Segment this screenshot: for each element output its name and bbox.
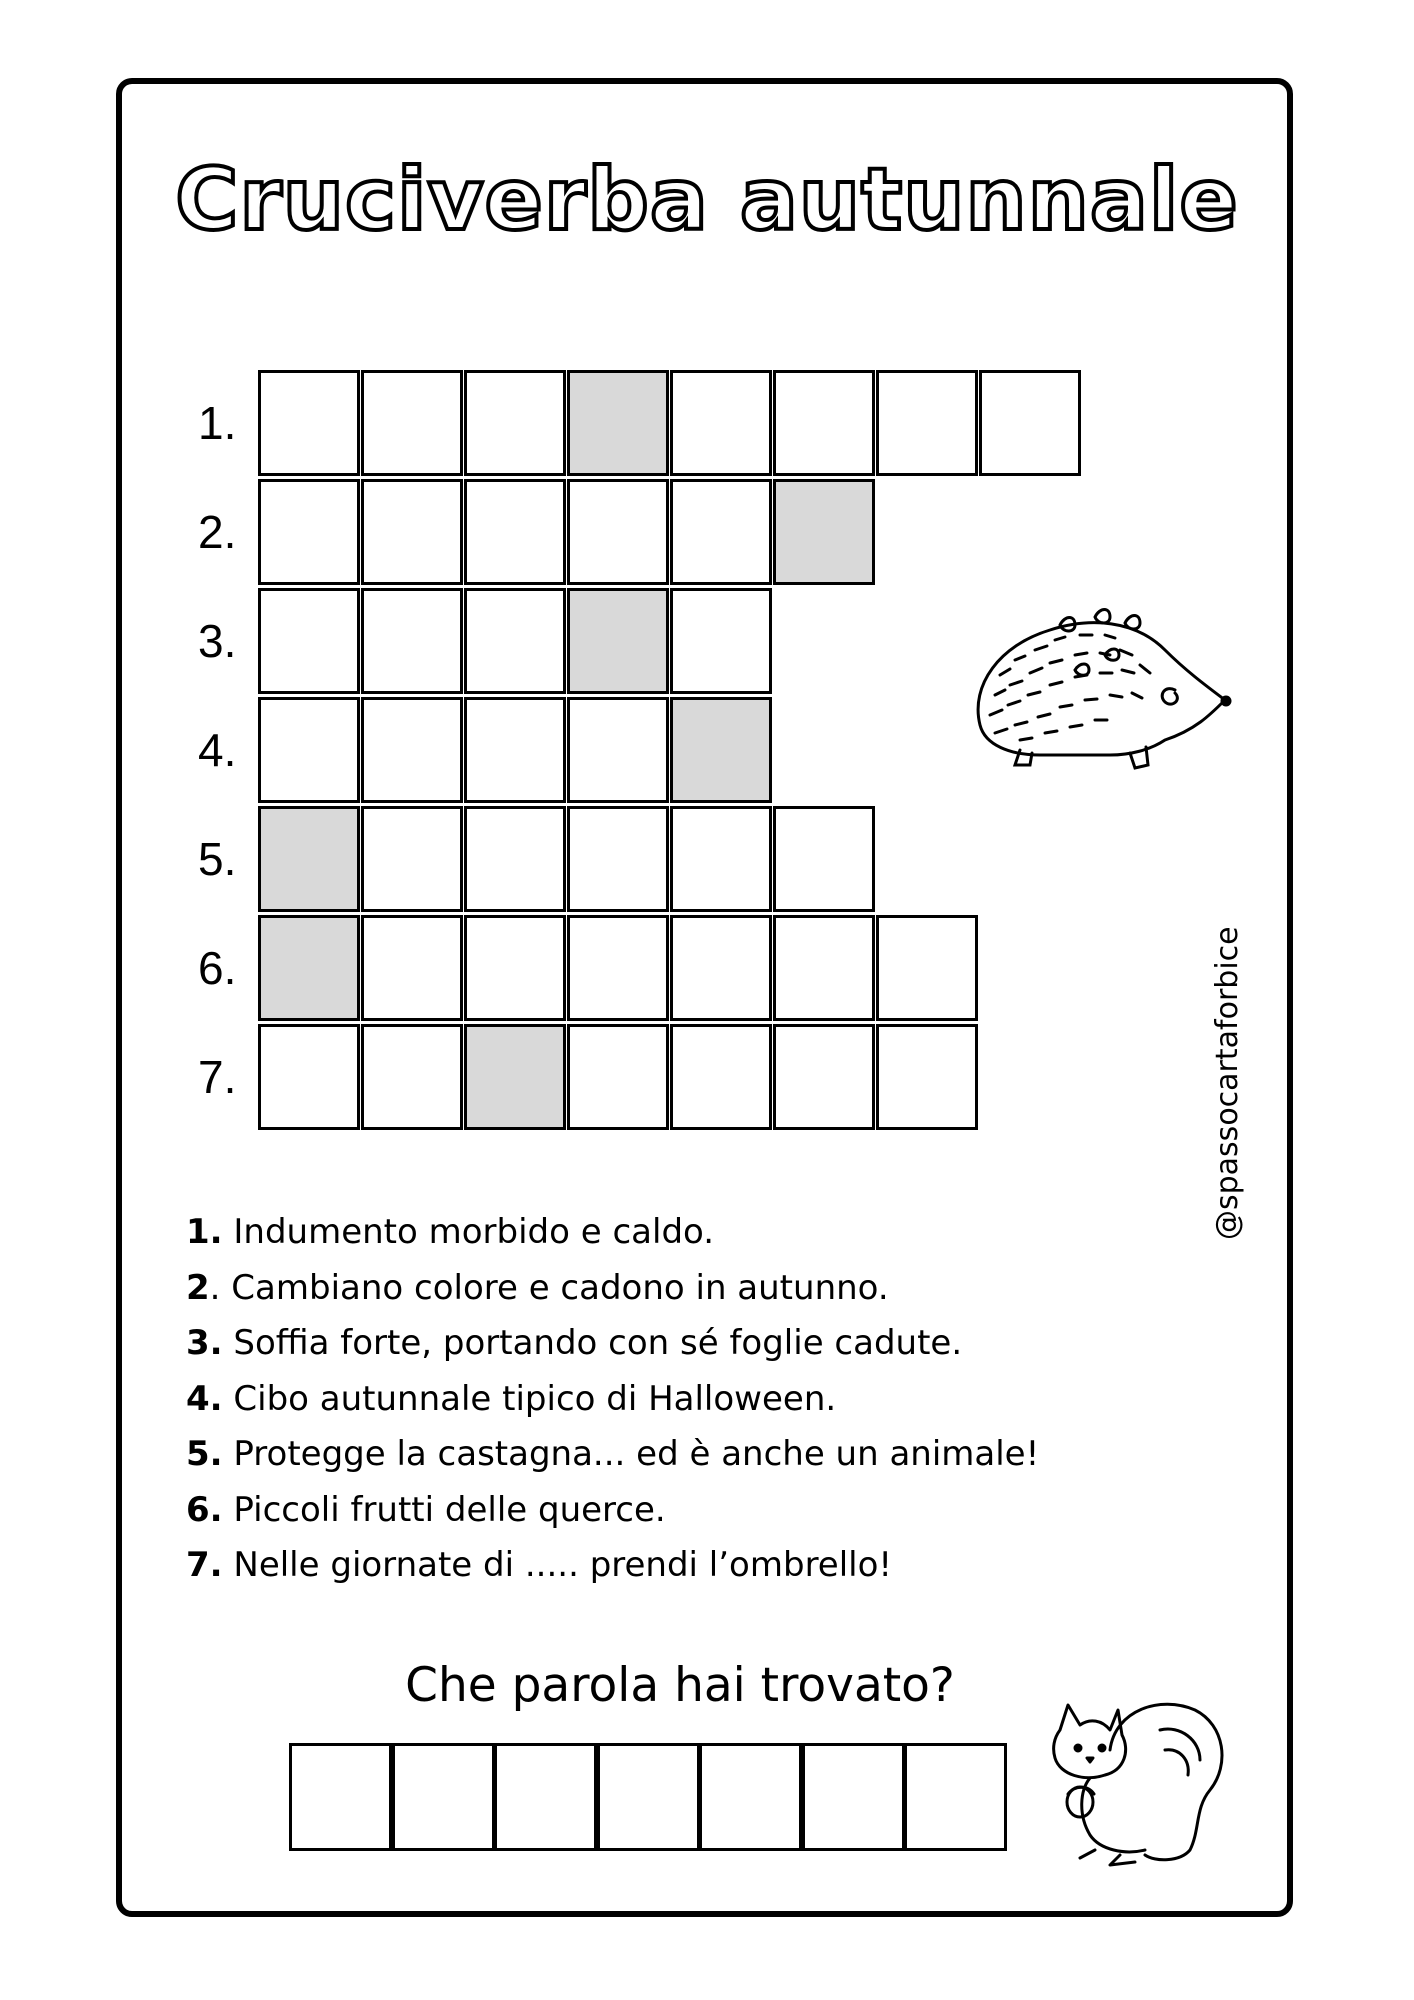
- crossword-cell[interactable]: [773, 806, 875, 912]
- crossword-cell[interactable]: [361, 806, 463, 912]
- crossword-cell[interactable]: [773, 915, 875, 1021]
- clue-text: Nelle giornate di ..... prendi l’ombrello!: [222, 1545, 893, 1585]
- crossword-cell-highlighted[interactable]: [567, 370, 669, 476]
- clue-item: [186, 1261, 1146, 1317]
- crossword-cell-highlighted[interactable]: [258, 806, 360, 912]
- row-number: 3.: [198, 615, 237, 667]
- clue-number: 5.: [186, 1434, 223, 1474]
- crossword-cell[interactable]: [670, 806, 772, 912]
- crossword-cell[interactable]: [361, 697, 463, 803]
- clue-item: [186, 1205, 1146, 1261]
- crossword-cell[interactable]: [464, 479, 566, 585]
- answer-cell[interactable]: [289, 1743, 392, 1851]
- crossword-cell[interactable]: [361, 479, 463, 585]
- clue-text: Piccoli frutti delle querce.: [222, 1489, 666, 1530]
- clue-number: 1.: [186, 1212, 223, 1252]
- crossword-cell[interactable]: [773, 1024, 875, 1130]
- crossword-cell[interactable]: [876, 1024, 978, 1130]
- squirrel-icon: [1040, 1690, 1240, 1870]
- crossword-cell[interactable]: [258, 479, 360, 585]
- row-number: 6.: [198, 942, 237, 994]
- clue-item: [186, 1372, 1146, 1428]
- clue-text: Soffia forte, portando con sé foglie cadute.: [222, 1323, 963, 1363]
- clue-item: [186, 1538, 1146, 1594]
- clue-item: [186, 1483, 1146, 1539]
- crossword-cell[interactable]: [670, 370, 772, 476]
- crossword-cell[interactable]: [979, 370, 1081, 476]
- crossword-cell[interactable]: [773, 370, 875, 476]
- clue-number: 3.: [186, 1323, 223, 1363]
- page-title: Cruciverba autunnale: [175, 150, 1239, 250]
- clue-item: [186, 1316, 1146, 1372]
- author-handle: @spassocartaforbice: [1210, 926, 1245, 1240]
- row-number: 7.: [198, 1051, 237, 1103]
- crossword-cell[interactable]: [670, 588, 772, 694]
- crossword-cell[interactable]: [464, 370, 566, 476]
- clue-number: 2: [186, 1267, 210, 1308]
- crossword-cell-highlighted[interactable]: [773, 479, 875, 585]
- clue-list: [186, 1205, 1146, 1594]
- crossword-cell[interactable]: [258, 1024, 360, 1130]
- answer-cell[interactable]: [904, 1743, 1007, 1851]
- crossword-cell[interactable]: [258, 697, 360, 803]
- crossword-cell[interactable]: [876, 915, 978, 1021]
- crossword-cell[interactable]: [464, 806, 566, 912]
- clue-text: . Cambiano colore e cadono in autunno.: [209, 1267, 889, 1308]
- answer-cell[interactable]: [597, 1743, 700, 1851]
- crossword-cell[interactable]: [258, 588, 360, 694]
- answer-cell[interactable]: [392, 1743, 495, 1851]
- crossword-cell-highlighted[interactable]: [670, 697, 772, 803]
- answer-cell[interactable]: [802, 1743, 905, 1851]
- crossword-cell[interactable]: [258, 370, 360, 476]
- clue-text: Indumento morbido e caldo.: [222, 1212, 715, 1252]
- crossword-cell[interactable]: [361, 588, 463, 694]
- clue-text: Protegge la castagna... ed è anche un animale!: [222, 1434, 1040, 1474]
- row-number: 4.: [198, 724, 237, 776]
- clue-number: 7.: [186, 1545, 223, 1585]
- clue-item: [186, 1427, 1146, 1483]
- row-number: 5.: [198, 833, 237, 885]
- answer-cell[interactable]: [699, 1743, 802, 1851]
- answer-cell[interactable]: [494, 1743, 597, 1851]
- question-text: Che parola hai trovato?: [405, 1658, 955, 1713]
- clue-number: 6.: [186, 1489, 223, 1530]
- crossword-cell[interactable]: [670, 479, 772, 585]
- crossword-cell[interactable]: [670, 1024, 772, 1130]
- row-number: 1.: [198, 397, 237, 449]
- crossword-cell[interactable]: [361, 1024, 463, 1130]
- crossword-cell[interactable]: [567, 806, 669, 912]
- crossword-cell-highlighted[interactable]: [567, 588, 669, 694]
- hedgehog-icon: [960, 605, 1250, 790]
- crossword-cell[interactable]: [567, 915, 669, 1021]
- crossword-cell[interactable]: [361, 915, 463, 1021]
- crossword-cell[interactable]: [464, 915, 566, 1021]
- clue-text: Cibo autunnale tipico di Halloween.: [222, 1378, 837, 1419]
- crossword-cell-highlighted[interactable]: [258, 915, 360, 1021]
- crossword-cell[interactable]: [567, 479, 669, 585]
- crossword-cell[interactable]: [464, 588, 566, 694]
- clue-number: 4.: [186, 1378, 223, 1419]
- crossword-cell[interactable]: [464, 697, 566, 803]
- crossword-cell[interactable]: [567, 1024, 669, 1130]
- row-number: 2.: [198, 506, 237, 558]
- crossword-cell-highlighted[interactable]: [464, 1024, 566, 1130]
- crossword-cell[interactable]: [567, 697, 669, 803]
- crossword-cell[interactable]: [670, 915, 772, 1021]
- crossword-cell[interactable]: [876, 370, 978, 476]
- crossword-cell[interactable]: [361, 370, 463, 476]
